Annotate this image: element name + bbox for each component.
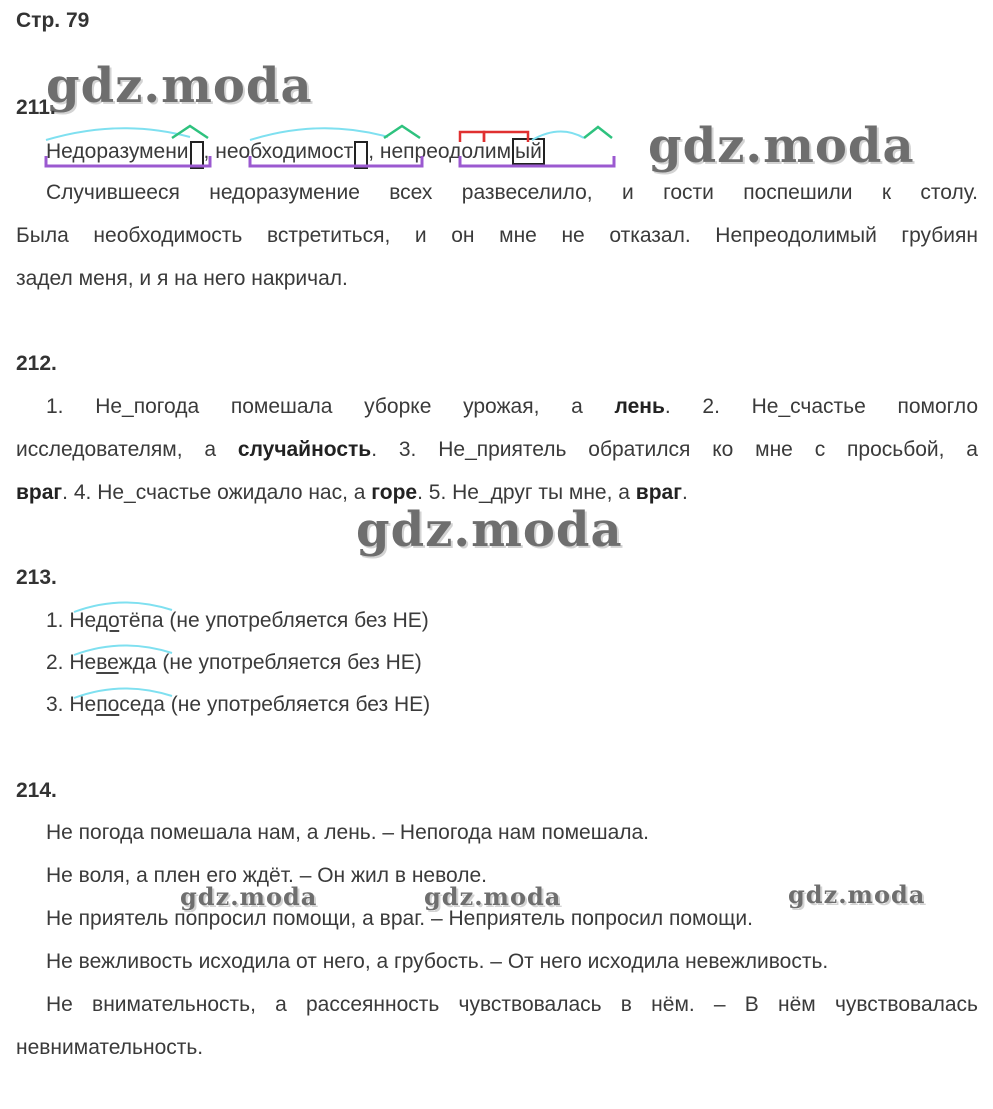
ex211-sentence-3: задел меня, и я на него накричал. bbox=[16, 267, 348, 290]
ex214-line-1: Не погода помешала нам, а лень. – Непогода нам помешала. bbox=[46, 821, 650, 844]
word-stem-1: Недоразумени bbox=[46, 140, 189, 163]
ending-box bbox=[190, 141, 204, 169]
word-stem-2: необходимост bbox=[215, 140, 354, 163]
exercise-211-number: 211. bbox=[16, 96, 56, 119]
ex211-sentence-1: Случившееся недоразумение всех развеселило, и гости поспешили к столу. bbox=[46, 181, 978, 204]
watermark-5: gdz.moda bbox=[424, 882, 562, 911]
watermark-6: gdz.moda bbox=[788, 880, 926, 909]
comma: , bbox=[203, 140, 216, 163]
ex214-line-4: Не вежливость исходила от него, а грубость. – От него исходила невежливость. bbox=[46, 950, 829, 973]
ex213-item-3: 3. Непоседа (не употребляется без НЕ) bbox=[46, 693, 431, 716]
exercise-212-number: 212. bbox=[16, 352, 57, 375]
bold-word: горе bbox=[371, 481, 418, 504]
page-number: Стр. 79 bbox=[16, 9, 90, 32]
watermark-2: gdz.moda bbox=[648, 118, 915, 174]
watermark-4: gdz.moda bbox=[180, 882, 318, 911]
comma: , bbox=[368, 140, 380, 163]
bold-word: враг bbox=[16, 481, 63, 504]
ex211-morpheme-line bbox=[46, 136, 545, 169]
exercise-213-number: 213. bbox=[16, 566, 57, 589]
bold-word: лень bbox=[614, 395, 665, 418]
exercise-214-number: 214. bbox=[16, 779, 57, 802]
ex214-line-5: Не внимательность, а рассеянность чувствовалась в нём. – В нём чувствовалась bbox=[46, 993, 978, 1016]
ex212-line-3: враг. 4. Не_счастье ожидало нас, а горе. 5. Не_друг ты мне, а враг. bbox=[16, 481, 688, 504]
watermark-3: gdz.moda bbox=[356, 502, 623, 558]
ex211-sentence-2: Была необходимость встретиться, и он мне не отказал. Непреодолимый грубиян bbox=[16, 224, 978, 247]
bold-word: случайность bbox=[237, 438, 372, 461]
watermark-1: gdz.moda bbox=[46, 58, 313, 114]
ending-text: ый bbox=[512, 138, 545, 165]
ex214-line-3: Не приятель попросил помощи, а враг. – Неприятель попросил помощи. bbox=[46, 907, 753, 930]
ex212-line-2: исследователям, а случайность. 3. Не_приятель обратился ко мне с просьбой, а bbox=[16, 438, 978, 461]
word-stem-3: непреодолим bbox=[379, 140, 512, 163]
ex212-line-1: 1. Не_погода помешала уборке урожая, а лень. 2. Не_счастье помогло bbox=[46, 395, 978, 418]
bold-word: враг bbox=[635, 481, 682, 504]
ex214-line-6: невнимательность. bbox=[16, 1036, 204, 1059]
ex214-line-2: Не воля, а плен его ждёт. – Он жил в неволе. bbox=[46, 864, 488, 887]
ex213-item-2: 2. Невежда (не употребляется без НЕ) bbox=[46, 651, 422, 674]
ex213-item-1: 1. Недотёпа (не употребляется без НЕ) bbox=[46, 609, 429, 632]
ending-box bbox=[354, 141, 368, 169]
